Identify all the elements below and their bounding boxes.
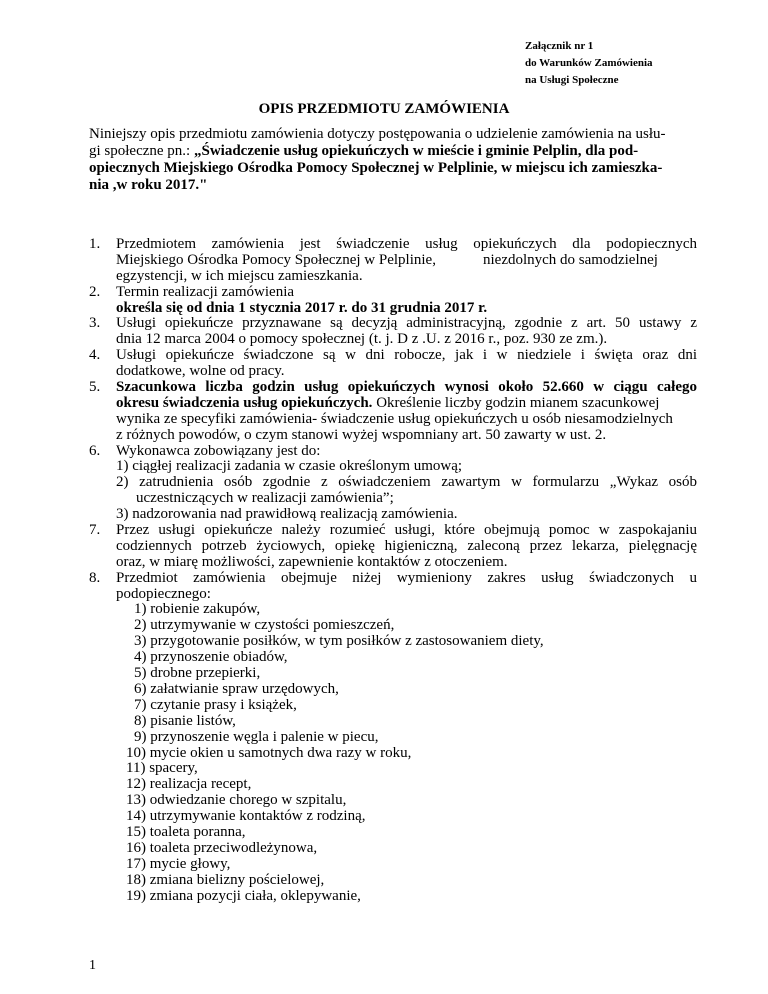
sub-item-text: 1) ciągłej realizacji zadania w czasie określonym umową;: [116, 458, 463, 475]
service-item: [89, 809, 697, 825]
item-text: Przedmiot zamówienia obejmuje niżej wymieniony zakres usług świadczonych u: [116, 569, 697, 586]
item-line: [89, 555, 697, 571]
intro-line: [89, 143, 689, 160]
list-item: [89, 285, 697, 301]
item-text: dodatkowe, wolne od pracy.: [116, 363, 285, 380]
service-text: 10) mycie okien u samotnych dwa razy w roku,: [126, 744, 412, 761]
service-text: 2) utrzymywanie w czystości pomieszczeń,: [134, 617, 395, 634]
service-item: [89, 650, 697, 666]
service-text: 16) toaleta przeciwodleżynowa,: [126, 839, 318, 856]
list-item: [89, 380, 697, 396]
item-text: niezdolnych do samodzielnej: [483, 251, 658, 268]
service-text: 17) mycie głowy,: [126, 855, 231, 872]
item-number: 1.: [89, 236, 101, 252]
item-line: [89, 428, 697, 444]
sub-item: [89, 475, 697, 491]
service-item: [89, 857, 697, 873]
sub-item: [89, 459, 697, 475]
attachment-line-1: Załącznik nr 1: [525, 40, 594, 52]
service-item: [89, 746, 697, 762]
item-text: dnia 12 marca 2004 o pomocy społecznej (t. j. D z .U. z 2016 r., poz. 930 ze zm.).: [116, 331, 608, 348]
service-text: 19) zmiana pozycji ciała, oklepywanie,: [126, 887, 361, 904]
item-text: z różnych powodów, o czym stanowi wyżej wspomniany art. 50 zawarty w ust. 2.: [116, 426, 607, 443]
item-text: egzystencji, w ich miejscu zamieszkania.: [116, 267, 363, 284]
sub-item-text: 2) zatrudnienia osób zgodnie z oświadczeniem zawartym w formularzu „Wykaz osób: [116, 474, 697, 491]
sub-item-text: uczestniczących w realizacji zamówienia”;: [136, 490, 394, 507]
attachment-line-3: na Usługi Społeczne: [525, 74, 619, 86]
service-item: [89, 714, 697, 730]
item-text: Szacunkowa liczba godzin usług opiekuńczych wynosi około 52.660 w ciągu całego: [116, 379, 697, 396]
service-text: 4) przynoszenie obiadów,: [134, 649, 288, 666]
service-text: 14) utrzymywanie kontaktów z rodziną,: [126, 808, 366, 825]
sub-item-text: 3) nadzorowania nad prawidłową realizacją zamówienia.: [116, 506, 458, 523]
item-text: Miejskiego Ośrodka Pomocy Społecznej w Pelplinie,: [116, 251, 436, 268]
item-line: [89, 301, 697, 317]
intro-line: Niniejszy opis przedmiotu zamówienia dotyczy postępowania o udzielenie zamówienia na usłu-: [89, 126, 666, 142]
service-text: 1) robienie zakupów,: [134, 601, 261, 618]
sub-item: [89, 507, 697, 523]
service-text: 5) drobne przepierki,: [134, 665, 261, 682]
service-text: 7) czytanie prasy i książek,: [134, 696, 297, 713]
service-text: 15) toaleta poranna,: [126, 823, 246, 840]
item-text: Przez usługi opiekuńcze należy rozumieć usługi, które obejmują pomoc w zaspokajaniu: [116, 522, 697, 539]
numbered-list: [89, 237, 697, 904]
intro-line: nia ,w roku 2017.": [89, 177, 208, 193]
service-item: [89, 873, 697, 889]
service-item: [89, 730, 697, 746]
page-number: 1: [89, 958, 96, 973]
service-item: [89, 793, 697, 809]
service-item: [89, 602, 697, 618]
item-line: [89, 269, 697, 285]
item-line: [89, 412, 697, 428]
list-item: [89, 348, 697, 364]
item-number: 3.: [89, 315, 101, 332]
attachment-note: [525, 38, 653, 89]
intro-paragraph: [89, 126, 689, 194]
service-text: 9) przynoszenie węgla i palenie w piecu,: [134, 728, 379, 745]
document-title: OPIS PRZEDMIOTU ZAMÓWIENIA: [258, 101, 510, 117]
service-text: 12) realizacja recept,: [126, 776, 252, 793]
item-text: oraz, w miarę możliwości, zapewnienie kontaktów z otoczeniem.: [116, 553, 508, 570]
item-plain-text: Określenie liczby godzin mianem szacunkowej: [372, 394, 660, 411]
item-number: 5.: [89, 379, 101, 396]
list-item: [89, 523, 697, 539]
attachment-line-2: do Warunków Zamówienia: [525, 57, 653, 69]
item-text: wynika ze specyfiki zamówienia- świadczenie usług opiekuńczych u osób niesamodzielnych: [116, 410, 673, 427]
item-text: Wykonawca zobowiązany jest do:: [116, 442, 321, 459]
item-text: codziennych potrzeb życiowych, opiekę higieniczną, zaleconą przez lekarza, pielęgnację: [116, 537, 697, 554]
item-number: 8.: [89, 569, 101, 586]
list-item: [89, 316, 697, 332]
service-item: [89, 634, 697, 650]
service-text: 11) spacery,: [126, 760, 198, 777]
service-item: [89, 666, 697, 682]
intro-text: gi społeczne pn.:: [89, 143, 194, 159]
item-number: 4.: [89, 347, 101, 364]
service-item: [89, 841, 697, 857]
item-line: [89, 253, 697, 269]
item-line: [89, 364, 697, 380]
service-text: 8) pisanie listów,: [134, 712, 236, 729]
item-text: określa się od dnia 1 stycznia 2017 r. do 31 grudnia 2017 r.: [116, 299, 488, 316]
item-number: 6.: [89, 442, 101, 459]
sub-item-line: [89, 491, 697, 507]
service-text: 6) załatwianie spraw urzędowych,: [134, 680, 339, 697]
item-text: Usługi opiekuńcze świadczone są w dni robocze, jak i w niedziele i święta oraz dni: [116, 347, 697, 364]
service-item: [89, 682, 697, 698]
service-text: 3) przygotowanie posiłków, w tym posiłków z zastosowaniem diety,: [134, 633, 544, 650]
service-item: [89, 825, 697, 841]
item-number: 7.: [89, 522, 101, 539]
service-item: [89, 698, 697, 714]
item-text: [116, 396, 659, 412]
item-text: Przedmiotem zamówienia jest świadczenie usług opiekuńczych dla podopiecznych: [116, 236, 697, 252]
intro-line: opiecznych Miejskiego Ośrodka Pomocy Społecznej w Pelplinie, w miejscu ich zamieszka-: [89, 160, 663, 176]
item-line: [89, 396, 697, 412]
item-text: podopiecznego:: [116, 585, 211, 602]
item-bold-text: okresu świadczenia usług opiekuńczych.: [116, 394, 373, 411]
service-text: 18) zmiana bielizny pościelowej,: [126, 871, 325, 888]
intro-bold-text: „Świadczenie usług opiekuńczych w mieście i gminie Pelplin, dla pod-: [193, 143, 639, 159]
list-item: [89, 571, 697, 587]
service-item: [89, 761, 697, 777]
item-line: [89, 587, 697, 603]
service-item: [89, 777, 697, 793]
list-item: [89, 237, 697, 253]
service-item: [89, 618, 697, 634]
item-text: Usługi opiekuńcze przyznawane są decyzją administracyjną, zgodnie z art. 50 ustawy z: [116, 315, 697, 332]
item-text: Termin realizacji zamówienia: [116, 283, 295, 300]
item-line: [89, 539, 697, 555]
service-item: [89, 889, 697, 905]
service-text: 13) odwiedzanie chorego w szpitalu,: [126, 792, 347, 809]
item-line: [89, 332, 697, 348]
list-item: [89, 444, 697, 460]
item-number: 2.: [89, 283, 101, 300]
